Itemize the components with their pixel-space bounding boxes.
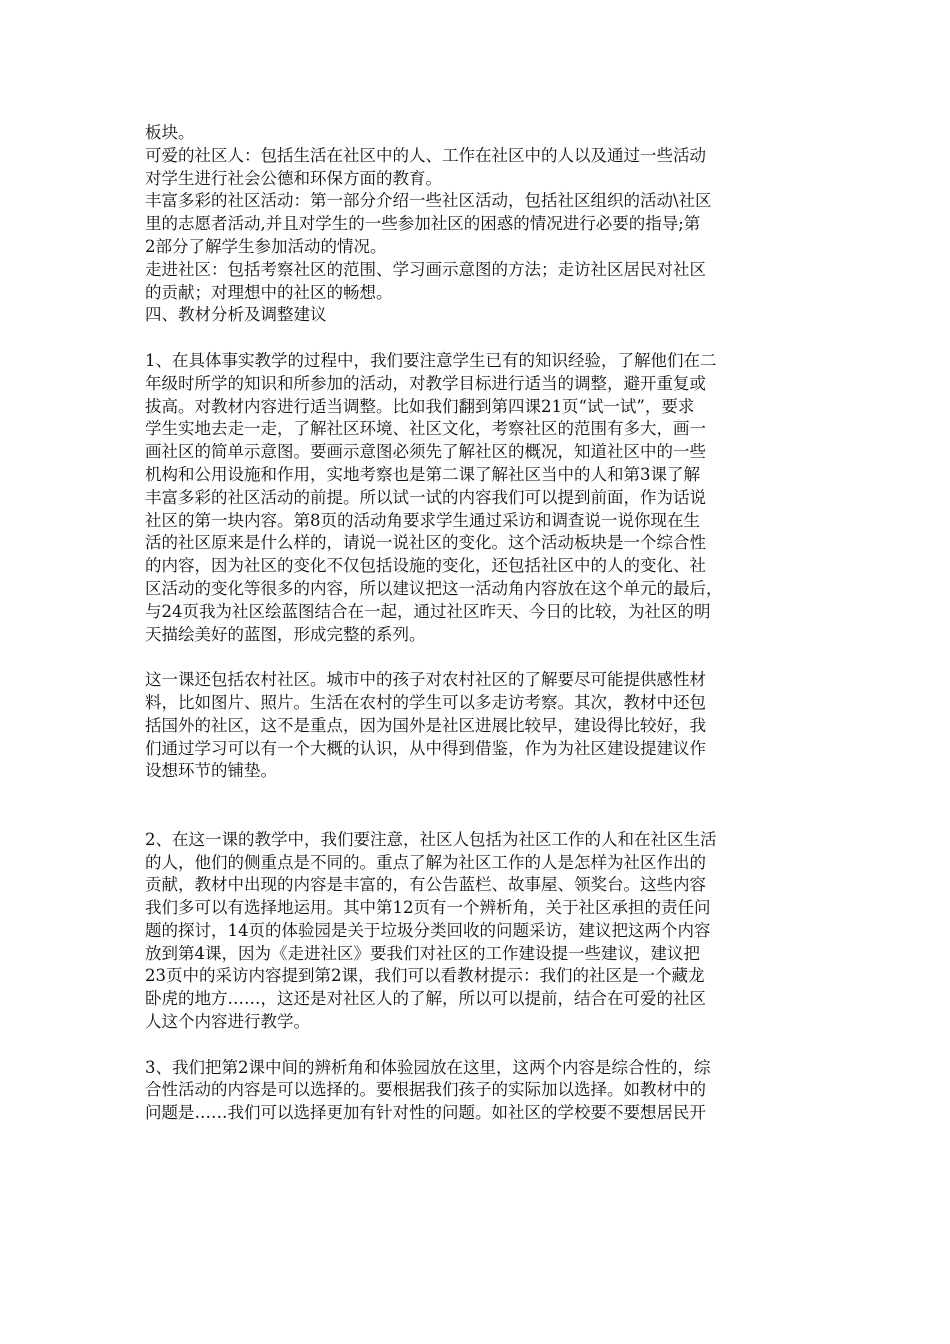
text-line: 年级时所学的知识和所参加的活动，对教学目标进行适当的调整，避开重复或 [145, 373, 706, 393]
document-body [145, 122, 815, 1125]
text-line: 23页中的采访内容提到第2课，我们可以看教材提示：我们的社区是一个藏龙 [145, 966, 705, 986]
text-line: 放到第4课，因为《走进社区》要我们对社区的工作建设提一些建议，建议把 [145, 943, 700, 963]
text-line: 料，比如图片、照片。生活在农村的学生可以多走访考察。其次，教材中还包 [145, 692, 706, 712]
text-line: 社区的第一块内容。第8页的活动角要求学生通过采访和调查说一说你现在生 [145, 510, 700, 530]
blank-line [145, 327, 815, 350]
text-line: 贡献，教材中出现的内容是丰富的，有公告蓝栏、故事屋、领奖台。这些内容 [145, 875, 706, 895]
text-line: 问题是……我们可以选择更加有针对性的问题。如社区的学校要不要想居民开 [145, 1103, 706, 1123]
blank-line [145, 1034, 815, 1057]
text-line: 丰富多彩的社区活动的前提。所以试一试的内容我们可以提到前面，作为话说 [145, 487, 706, 507]
text-line: 对学生进行社会公德和环保方面的教育。 [145, 168, 442, 188]
text-line: 们通过学习可以有一个大概的认识，从中得到借鉴，作为为社区建设提建议作 [145, 738, 706, 758]
text-line: 题的探讨，14页的体验园是关于垃圾分类回收的问题采访，建议把这两个内容 [145, 920, 711, 940]
text-line: 区活动的变化等很多的内容，所以建议把这一活动角内容放在这个单元的最后， [145, 578, 723, 598]
text-line: 走进社区：包括考察社区的范围、学习画示意图的方法；走访社区居民对社区 [145, 259, 706, 279]
blank-line [145, 646, 815, 669]
text-line: 里的志愿者活动,并且对学生的一些参加社区的困惑的情况进行必要的指导;第 [145, 214, 701, 234]
text-line: 拔高。对教材内容进行适当调整。比如我们翻到第四课21页“试一试”，要求 [145, 396, 695, 416]
text-line: 1、在具体事实教学的过程中，我们要注意学生已有的知识经验，了解他们在二 [145, 350, 717, 370]
text-line: 2、在这一课的教学中，我们要注意，社区人包括为社区工作的人和在社区生活 [145, 829, 717, 849]
text-line: 板块。 [145, 123, 195, 142]
text-line: 的人，他们的侧重点是不同的。重点了解为社区工作的人是怎样为社区作出的 [145, 852, 706, 872]
text-line: 学生实地去走一走，了解社区环境、社区文化，考察社区的范围有多大，画一 [145, 419, 706, 439]
text-line: 设想环节的铺垫。 [145, 761, 277, 781]
blank-line [145, 783, 815, 806]
text-line: 可爱的社区人：包括生活在社区中的人、工作在社区中的人以及通过一些活动 [145, 145, 706, 165]
text-line: 人这个内容进行教学。 [145, 1012, 310, 1032]
text-line: 卧虎的地方……，这还是对社区人的了解，所以可以提前，结合在可爱的社区 [145, 989, 706, 1009]
text-line: 天描绘美好的蓝图，形成完整的系列。 [145, 624, 426, 644]
text-line: 丰富多彩的社区活动：第一部分介绍一些社区活动，包括社区组织的活动\社区 [145, 191, 712, 211]
text-line: 这一课还包括农村社区。城市中的孩子对农村社区的了解要尽可能提供感性材 [145, 670, 706, 690]
text-line: 的贡献；对理想中的社区的畅想。 [145, 282, 393, 302]
text-line: 与24页我为社区绘蓝图结合在一起，通过社区昨天、今日的比较，为社区的明 [145, 601, 711, 621]
text-line: 3、我们把第2课中间的辨析角和体验园放在这里，这两个内容是综合性的，综 [145, 1057, 711, 1077]
text-line: 括国外的社区，这不是重点，因为国外是社区进展比较早，建设得比较好，我 [145, 715, 706, 735]
text-line: 画社区的简单示意图。要画示意图必须先了解社区的概况，知道社区中的一些 [145, 442, 706, 462]
text-line: 2部分了解学生参加活动的情况。 [145, 236, 387, 256]
text-line: 的内容，因为社区的变化不仅包括设施的变化，还包括社区中的人的变化、社 [145, 556, 706, 576]
blank-line [145, 806, 815, 829]
text-line: 四、教材分析及调整建议 [145, 305, 327, 325]
text-line: 我们多可以有选择地运用。其中第12页有一个辨析角，关于社区承担的责任问 [145, 898, 711, 918]
text-line: 活的社区原来是什么样的，请说一说社区的变化。这个活动板块是一个综合性 [145, 533, 706, 553]
text-line: 机构和公用设施和作用，实地考察也是第二课了解社区当中的人和第3课了解 [145, 464, 700, 484]
text-line: 合性活动的内容是可以选择的。要根据我们孩子的实际加以选择。如教材中的 [145, 1080, 706, 1100]
